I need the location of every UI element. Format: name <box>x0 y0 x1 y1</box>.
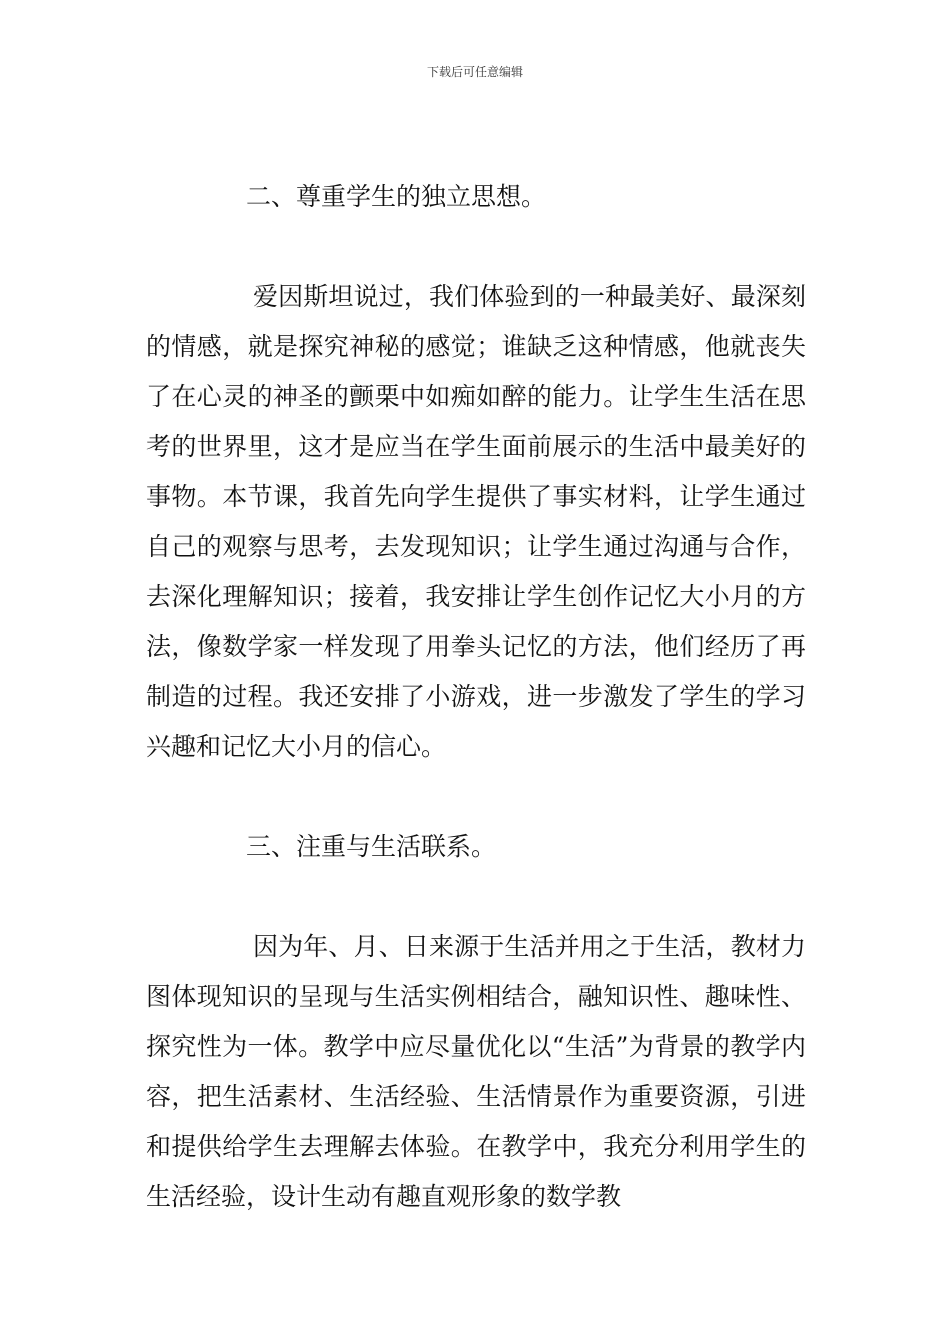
spacer <box>146 872 806 922</box>
section-paragraph-2: 爱因斯坦说过，我们体验到的一种最美好、最深刻的情感，就是探究神秘的感觉；谁缺乏这种情感，他就丧失了在心灵的神圣的颤栗中如痴如醉的能力。让学生生活在思考的世界里，这才是应当在学生面前展示的生活中最美好的事物。本节课，我首先向学生提供了事实材料，让学生通过自己的观察与思考，去发现知识；让学生通过沟通与合作，去深化理解知识；接着，我安排让学生创作记忆大小月的方法，像数学家一样发现了用拳头记忆的方法，他们经历了再制造的过程。我还安排了小游戏，进一步激发了学生的学习兴趣和记忆大小月的信心。 <box>146 282 806 761</box>
section-paragraph-3: 因为年、月、日来源于生活并用之于生活，教材力图体现知识的呈现与生活实例相结合，融知识性、趣味性、探究性为一体。教学中应尽量优化以“生活”为背景的教学内容，把生活素材、生活经验、生活情景作为重要资源，引进和提供给学生去理解去体验。在教学中，我充分利用学生的生活经验，设计生动有趣直观形象的数学教 <box>146 932 806 1211</box>
section-heading-3: 三、注重与生活联系。 <box>246 832 497 861</box>
spacer <box>146 222 806 272</box>
section-heading-2: 二、尊重学生的独立思想。 <box>246 182 547 211</box>
document-body <box>146 172 806 1222</box>
spacer <box>146 772 806 822</box>
header-note: 下载后可任意编辑 <box>426 65 523 79</box>
